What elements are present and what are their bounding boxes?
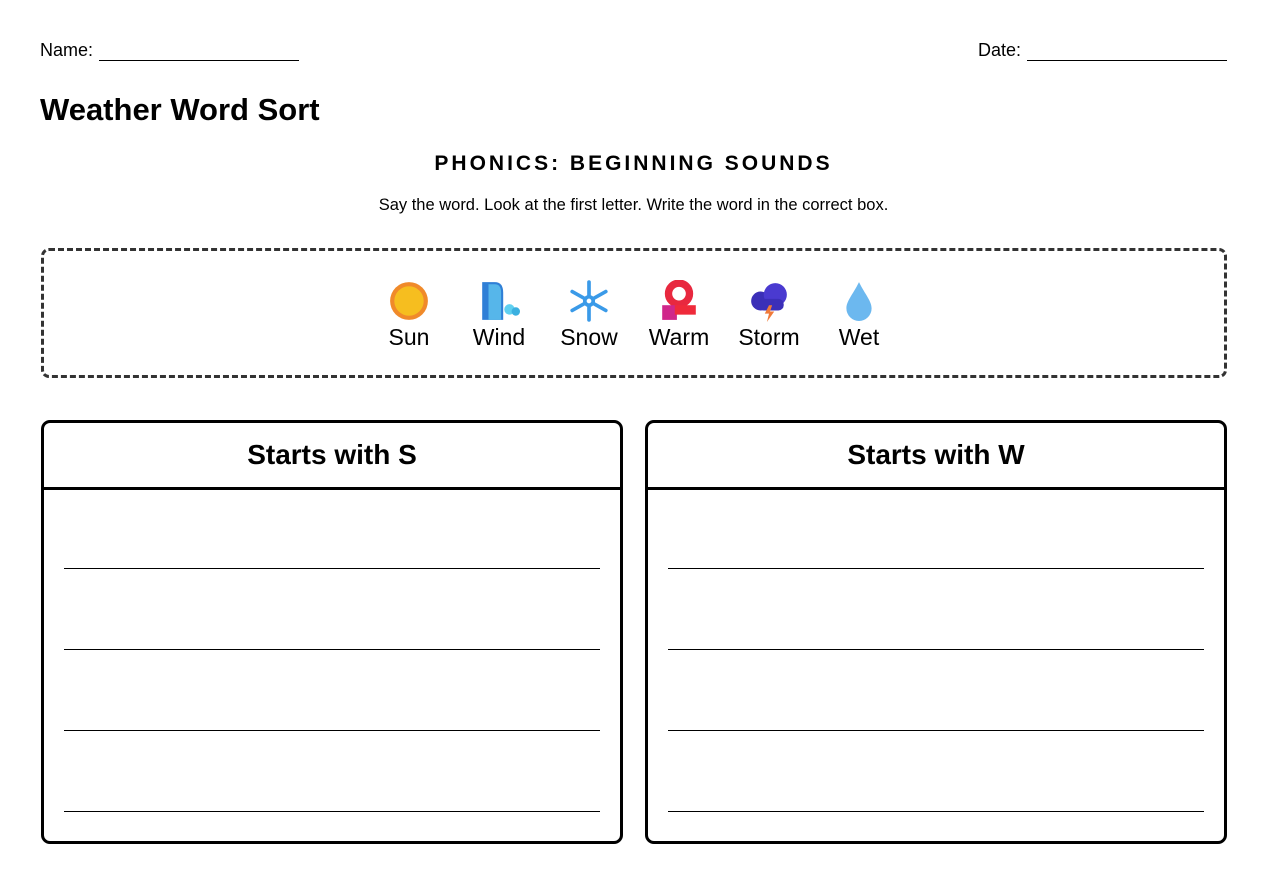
word-label: Storm <box>738 323 800 350</box>
word-label: Wind <box>472 323 526 350</box>
writing-line[interactable] <box>64 568 600 569</box>
name-label: Name: <box>40 40 94 60</box>
name-blank[interactable] <box>99 45 299 61</box>
writing-line[interactable] <box>64 649 600 650</box>
writing-line[interactable] <box>668 649 1204 650</box>
page-title: Weather Word Sort <box>40 92 320 127</box>
wind-face-icon <box>478 280 520 322</box>
date-field[interactable] <box>978 40 1227 61</box>
word-bank-item <box>467 280 531 351</box>
sun-icon <box>388 280 430 322</box>
scarf-icon <box>658 280 700 322</box>
word-bank-item <box>647 280 711 351</box>
date-label: Date: <box>977 40 1021 60</box>
word-label: Snow <box>560 323 618 350</box>
word-bank-item <box>557 280 621 351</box>
word-bank <box>41 248 1227 378</box>
word-bank-item <box>827 280 891 351</box>
date-blank[interactable] <box>1027 45 1227 61</box>
instructions: Say the word. Look at the first letter. Write the word in the correct box. <box>378 196 889 214</box>
word-label: Warm <box>648 323 710 350</box>
writing-line[interactable] <box>668 568 1204 569</box>
word-label: Sun <box>388 323 430 350</box>
word-bank-item <box>737 280 801 351</box>
snowflake-icon <box>568 280 610 322</box>
word-label: Wet <box>838 323 880 350</box>
name-field[interactable] <box>40 40 299 61</box>
sort-box-heading: Starts with W <box>648 423 1224 490</box>
word-bank-item <box>377 280 441 351</box>
sort-box-heading: Starts with S <box>44 423 620 490</box>
subtitle: PHONICS: BEGINNING SOUNDS <box>434 152 833 175</box>
sort-box-w <box>645 420 1227 844</box>
storm-cloud-icon <box>748 280 790 322</box>
droplet-icon <box>838 280 880 322</box>
sort-box-s <box>41 420 623 844</box>
writing-line[interactable] <box>64 730 600 731</box>
writing-line[interactable] <box>64 811 600 812</box>
writing-line[interactable] <box>668 730 1204 731</box>
writing-line[interactable] <box>668 811 1204 812</box>
